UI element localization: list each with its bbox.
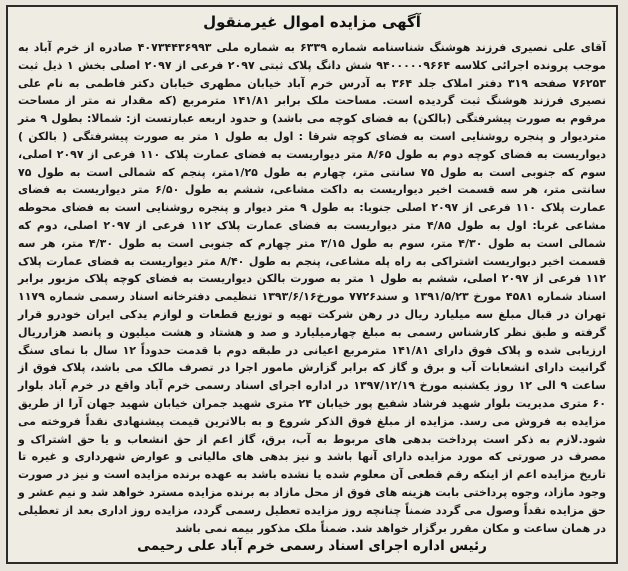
notice-frame xyxy=(6,5,618,564)
notice-signature: رئیس اداره اجرای اسناد رسمی خرم آباد علی رحیمی xyxy=(137,538,487,554)
notice-title: آگهی مزایده اموال غیرمنقول xyxy=(203,13,421,31)
notice-body: آقای علی نصیری فرزند هوشنگ شناسنامه شماره ۶۳۳۹ به شماره ملی ۴۰۷۳۴۴۳۶۹۹۳ صادره از خرم آباد به موجب پرونده اجرائی کلاسه ۹۴۰۰۰۰۰۹۶۶۴ شش دانگ پلاک ثبتی ۲۰۹۷ فرعی از ۲۰۹۷ اصلی بخش ۱ ذیل ثبت ۷۶۲۵۳ صفحه ۳۱۹ دفتر املاک جلد ۳۶۴ به آدرس خرم آباد خیابان مطهری خیابان دکتر فاطمی به نام علی نصیری فرزند هوشنگ ثبت گردیده است. مساحت ملک برابر ۱۴۱/۸۱ مترمربع (که مقدار نه متر از مساحت مرقوم به صورت پیشرفتگی (بالکن) به فضای کوچه می باشد) و حدود اربعه عبارتست از: شمالا: بطول ۹ متر مترديوار و پنجره روشنایی است به فضای کوچه شرقا : اول به طول ۱ متر به صورت پیشرفتگی ( بالکن ) دیواریست به فضای کوچه دوم به طول ۸/۶۵ متر دیواریست به فضای عمارت پلاک ۱۱۰ فرعی از ۲۰۹۷ اصلی، سوم که جنوبی است به طول ۷۵ سانتی متر، چهارم به طول ۱/۲۵متر، پنجم که شمالی است به طول ۷۵ سانتی متر، هر سه قسمت اخیر دیواریست به داکت مشاعی، ششم به طول ۶/۵۰ متر دیواریست به فضای عمارت پلاک ۱۱۰ فرعی از ۲۰۹۷ اصلی جنوبا: به طول ۹ متر دیوار و پنجره روشنایی است به فضای محوطه مشاعی غربا: اول به طول ۴/۸۵ متر دیواریست به فضای عمارت پلاک ۱۱۲ فرعی از ۲۰۹۷ اصلی، دوم که شمالی است به طول ۴/۳۰ متر، سوم به طول ۳/۱۵ متر چهارم که جنوبی است به طول ۴/۳۰ متر، هر سه قسمت اخیر دیواریست اشتراکی به راه پله مشاعی، پنجم به طول ۸/۴۰ متر دیواریست به فضای عمارت پلاک ۱۱۲ فرعی از ۲۰۹۷ اصلی، ششم به طول ۱ متر به صورت بالکن دیواریست به فضای کوچه پلاک مزبور برابر اسناد شماره ۴۵۸۱ مورخ ۱۳۹۱/۵/۲۳ و سند۷۷۲۶ مورخ۱۳۹۳/۶/۱۶ تنظیمی دفترخانه اسناد رسمی شماره ۱۱۷۹ تهران در قبال مبلغ سه میلیارد ریال در رهن شرکت تهیه و توزیع قطعات و لوازم یدکی ایران خودرو قرار گرفته و طبق نظر کارشناس رسمی به مبلغ چهارمیلیارد و صد و هشتاد و هشت میلیون و پانصد هزارریال ارزیابی شده و پلاک فوق دارای ۱۴۱/۸۱ مترمربع اعیانی در طبقه دوم با قدمت حدوداً ۱۲ سال با نمای سنگ گرانیت دارای انشعابات آب و برق و گاز که برابر گزارش مامور اجرا در تصرف مالک می باشد، پلاک فوق از ساعت ۹ الی ۱۲ روز یکشنبه مورخ ۱۳۹۷/۱۲/۱۹ در اداره اجرای اسناد رسمی خرم آباد واقع در خرم آباد بلوار ۶۰ متری مدیریت بلوار شهید فرشاد شفیع پور خیابان ۲۴ متری شهید جمران خیابان شهید جهان آرا از طریق مزایده به فروش می رسد. مزایده از مبلغ فوق الذکر شروع و به بالاترین قیمت پیشنهادی نقداً فروخته می شود.لازم به ذکر است پرداخت بدهی های مربوط به آب، برق، گاز اعم از حق انشعاب و یا حق اشتراک و مصرف در صورتی که مورد مزایده دارای آنها باشد و نیز بدهی های مالیاتی و عوارض شهرداری و غیره تا تاریخ مزایده اعم از اینکه رقم قطعی آن معلوم شده یا نشده باشد به عهده برنده مزایده است و نیز در صورت وجود مازاد، وجوه پرداختی بابت هزینه های فوق از محل مازاد به برنده مزایده مسترد خواهد شد و نیم عشر و حق مزایده نقداً وصول می گردد ضمناً چنانچه روز مزایده تعطیل رسمی گردد، مزایده روز اداری بعد از تعطیلی در همان ساعت و مکان مقرر برگزار خواهد شد. ضمناً ملک مذکور بیمه نمی باشد xyxy=(18,41,607,535)
